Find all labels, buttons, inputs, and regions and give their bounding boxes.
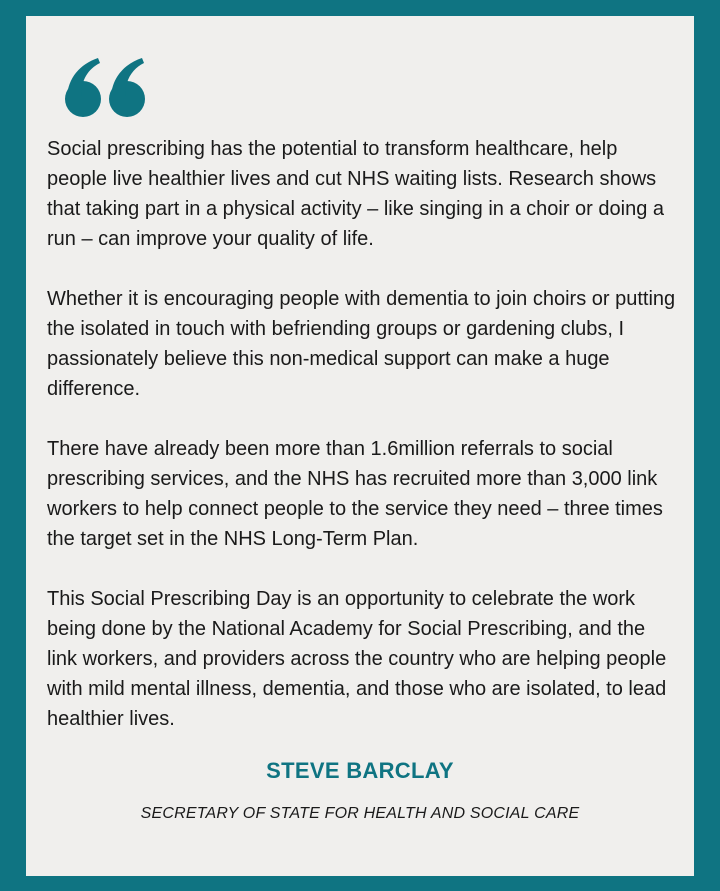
quote-author: STEVE BARCLAY (266, 758, 454, 783)
quote-paragraph: There have already been more than 1.6million referrals to social prescribing services, and the NHS has recruited more than 3,000 link workers to help connect people to the service they need – three times the target set in the NHS Long-Term Plan. (47, 438, 663, 550)
quote-paragraph: Whether it is encouraging people with dementia to join choirs or putting the isolated in touch with befriending groups or gardening clubs, I passionately believe this non-medical support can make a huge difference. (47, 288, 676, 400)
author-role: SECRETARY OF STATE FOR HEALTH AND SOCIAL CARE (140, 805, 580, 822)
quote-paragraph: Social prescribing has the potential to transform healthcare, help people live healthier lives and cut NHS waiting lists. Research shows that taking part in a physical activity – like singing in a choir or doing a run – can improve your quality of life. (47, 138, 665, 250)
quote-card (26, 16, 694, 876)
opening-quote-icon (64, 56, 148, 120)
quote-body (47, 134, 677, 734)
quote-paragraph: This Social Prescribing Day is an opportunity to celebrate the work being done by the National Academy for Social Prescribing, and the link workers, and providers across the country who are helping people with mild mental illness, dementia, and those who are isolated, to lead healthier lives. (47, 588, 667, 730)
